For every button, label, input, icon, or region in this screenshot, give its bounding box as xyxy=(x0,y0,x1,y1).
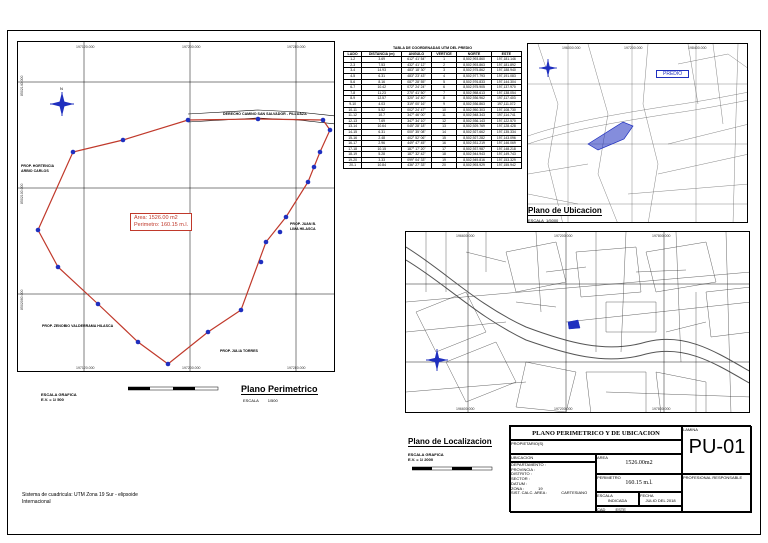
table-cell: 197,138.054 xyxy=(491,90,521,96)
table-cell: 197,146.069 xyxy=(491,141,521,147)
table-cell: 187° 32' 42" xyxy=(402,152,432,158)
table-cell: 14 xyxy=(431,129,457,135)
table-cell: 3 xyxy=(431,68,457,74)
table-cell: 483° 18' 30" xyxy=(402,68,432,74)
table-cell: 7.53 xyxy=(362,62,402,68)
table-cell: 8,502,929.769 xyxy=(457,124,491,130)
coord-header-0: LADO xyxy=(344,51,362,57)
predio-label: PREDIO xyxy=(656,70,689,78)
table-cell: 15-16 xyxy=(344,135,362,141)
title-block-field: PROVINCIA : xyxy=(511,466,536,472)
table-cell: 13 xyxy=(431,124,457,130)
table-cell: 1 xyxy=(431,57,457,63)
owner-label-east: PROP. JUAN B. LIMA HILASCA xyxy=(290,222,317,231)
title-block-area: AREA 1526.00m2 xyxy=(596,454,682,474)
perimetric-scale-note: ESCALA GRAFICA E.V. = 1/ 500 xyxy=(41,392,77,402)
table-cell: 8,502,936.962 xyxy=(457,96,491,102)
table-cell: 436° 27' 33" xyxy=(402,163,432,169)
table-cell: 10.7 xyxy=(362,113,402,119)
perimetric-plan-title: Plano Perimetrico xyxy=(241,384,318,394)
table-cell: 12 xyxy=(431,118,457,124)
title-block-field: DATUM : xyxy=(511,480,528,486)
title-block-field: SECTOR : xyxy=(511,476,530,482)
table-cell: 432° 41' 12" xyxy=(402,62,432,68)
table-cell: 8,502,950.303 xyxy=(457,107,491,113)
coord-header-4: NORTE xyxy=(457,51,491,57)
table-cell: 8,502,948.343 xyxy=(457,113,491,119)
loc-x-tick-3: 198400.000 xyxy=(688,46,707,50)
table-cell: 17 xyxy=(431,146,457,152)
location-plan-svg xyxy=(528,44,748,223)
table-cell: 3-4 xyxy=(344,68,362,74)
table-cell: 6-7 xyxy=(344,85,362,91)
y-tick-1: 8502140.000 xyxy=(20,75,24,96)
localization-scale-bar xyxy=(412,465,502,475)
table-cell: 10.42 xyxy=(362,85,402,91)
table-cell: 10.15 xyxy=(362,146,402,152)
table-cell: 8,502,936.863 xyxy=(457,101,491,107)
title-block-location: UBICACION xyxy=(510,454,596,462)
table-cell: 8,502,936.143 xyxy=(457,118,491,124)
table-cell: 8,502,993.929 xyxy=(457,163,491,169)
x-tick-bottom-2: 197200.000 xyxy=(182,366,201,370)
table-cell: 8,502,993.863 xyxy=(457,62,491,68)
table-cell: 18 xyxy=(431,152,457,158)
north-arrow-icon xyxy=(426,349,448,371)
table-cell: 8,502,931.219 xyxy=(457,141,491,147)
title-block-scale: ESCALA INDICADA xyxy=(596,492,639,506)
title-block-date: FECHA JULIO DEL 2018 xyxy=(639,492,682,506)
table-cell: 8,502,993.860 xyxy=(457,57,491,63)
table-cell: 19 xyxy=(431,157,457,163)
table-cell: 402° 52' 06" xyxy=(402,135,432,141)
grid-system-note: Sistema de cuadricula: UTM Zona 19 Sur - elipsoide Internacional xyxy=(22,492,138,505)
location-scale-caption: ESCALA 1/5000 xyxy=(528,218,559,223)
table-cell: 5.52 xyxy=(362,107,402,113)
x-tick-bottom-1: 197120.000 xyxy=(76,366,95,370)
title-block-field: DEPARTAMENTO : xyxy=(511,462,546,467)
title-block-owner: PROPIETARIO(S) xyxy=(510,440,682,454)
title-block-field: SIST. CALC. AREA : CARTESIANO xyxy=(511,490,588,496)
table-cell: 14.93 xyxy=(362,68,402,74)
table-cell: 319° 00' 16" xyxy=(402,101,432,107)
table-cell: 15 xyxy=(431,135,457,141)
table-cell: 8,502,976.833 xyxy=(457,79,491,85)
table-cell: 045° 28' 18" xyxy=(402,124,432,130)
table-cell: 187° 17' 20" xyxy=(402,146,432,152)
table-cell: 197,137.970 xyxy=(491,85,521,91)
table-cell: 7 xyxy=(431,90,457,96)
x-tick-3: 197280.000 xyxy=(287,45,306,49)
table-cell: 3.69 xyxy=(362,57,402,63)
table-cell: 197,149.743 xyxy=(491,152,521,158)
title-block xyxy=(509,425,751,512)
table-cell: 270° 41' 50" xyxy=(402,90,432,96)
table-cell: 6.31 xyxy=(362,129,402,135)
table-cell: 2 xyxy=(431,62,457,68)
table-cell: 17-18 xyxy=(344,146,362,152)
coordinates-table xyxy=(343,46,522,169)
title-block-main: PLANO PERIMETRICO Y DE UBICACION xyxy=(510,426,682,440)
table-cell: 16-17 xyxy=(344,141,362,147)
table-cell: 197,111.072 xyxy=(491,101,521,107)
table-cell: 5-6 xyxy=(344,79,362,85)
perimetric-plan-frame xyxy=(17,41,335,372)
table-cell: 197,135.334 xyxy=(491,129,521,135)
perimetric-scale-bar xyxy=(128,384,248,396)
table-cell: 347° 46' 00" xyxy=(402,113,432,119)
title-block-cad: CAD ESTE xyxy=(596,506,682,513)
lz-x-tick-3: 197800.000 xyxy=(652,234,671,238)
loc-x-tick-2: 197200.000 xyxy=(624,46,643,50)
table-cell: 16 xyxy=(431,141,457,147)
table-cell: 1-2 xyxy=(344,57,362,63)
table-cell: 12-13 xyxy=(344,118,362,124)
table-cell: 11.23 xyxy=(362,90,402,96)
table-cell: 197,117.403 xyxy=(491,96,521,102)
title-block-sheet: LAMINA PU-01 xyxy=(682,426,752,474)
table-cell: 12.57 xyxy=(362,96,402,102)
table-cell: 000° 35' 08" xyxy=(402,129,432,135)
table-cell: 197,148.218 xyxy=(491,146,521,152)
table-cell: 002° 24' 47" xyxy=(402,107,432,113)
x-tick-2: 197200.000 xyxy=(182,45,201,49)
table-cell: 10.64 xyxy=(362,124,402,130)
owner-label-road: DERECHO CAMINO SAN SALVADOR - PILLUAZA xyxy=(223,112,307,116)
perimetric-plan-svg xyxy=(18,42,335,372)
coordinates-table-title: TABLA DE COORDENADAS UTM DEL PREDIO xyxy=(393,46,472,50)
lz-x-tick-1: 196600.000 xyxy=(456,234,475,238)
table-cell: 20-1 xyxy=(344,163,362,169)
location-plan-frame xyxy=(527,43,748,223)
table-cell: 8,502,944.943 xyxy=(457,152,491,158)
loc-x-tick-1: 196000.000 xyxy=(562,46,581,50)
coord-header-5: ESTE xyxy=(491,51,521,57)
table-cell: 449° 47' 45" xyxy=(402,141,432,147)
localization-scale-note: ESCALA GRAFICA E.V. = 1/ 2000 xyxy=(408,452,444,462)
table-cell: 10.84 xyxy=(362,163,402,169)
table-cell: 11 xyxy=(431,113,457,119)
table-cell: 4-5 xyxy=(344,73,362,79)
table-cell: 197,191.083 xyxy=(491,73,521,79)
table-cell: 9 xyxy=(431,101,457,107)
table-cell: 8,502,975.862 xyxy=(457,68,491,74)
table-cell: 197,122.570 xyxy=(491,118,521,124)
title-block-field: DISTRITO : xyxy=(511,471,532,477)
x-tick-bottom-3: 197280.000 xyxy=(287,366,306,370)
table-cell: 8,502,975.905 xyxy=(457,85,491,91)
table-cell: 7.69 xyxy=(362,118,402,124)
table-cell: 14-15 xyxy=(344,129,362,135)
table-cell: 8,502,949.816 xyxy=(457,157,491,163)
table-cell: 10-11 xyxy=(344,107,362,113)
location-plan-title: Plano de Ubicacion xyxy=(528,206,602,215)
svg-text:N: N xyxy=(60,86,63,91)
perimetric-scale-caption: ESCALA 1/500 xyxy=(243,398,278,403)
table-cell: 099° 04' 33" xyxy=(402,157,432,163)
table-cell: 8-9 xyxy=(344,96,362,102)
owner-label-south: PROP. ZENOBIO VALDERRAMA HILASCA xyxy=(42,324,114,328)
table-cell: 197,155.942 xyxy=(491,163,521,169)
table-cell: 6 xyxy=(431,85,457,91)
table-cell: 197,153.329 xyxy=(491,157,521,163)
table-cell: 6.31 xyxy=(362,73,402,79)
table-cell: 5 xyxy=(431,79,457,85)
table-cell: 13-14 xyxy=(344,124,362,130)
table-cell: 197,144.304 xyxy=(491,79,521,85)
y-tick-2: 8502100.000 xyxy=(20,183,24,204)
table-cell: 197,128.428 xyxy=(491,124,521,130)
table-cell: 197,143.096 xyxy=(491,135,521,141)
table-cell: 4 xyxy=(431,73,457,79)
north-arrow-icon xyxy=(50,86,74,116)
table-cell: 8,502,958.613 xyxy=(457,90,491,96)
table-row xyxy=(344,163,522,169)
table-cell: 8.16 xyxy=(362,79,402,85)
table-cell: 8,502,927.662 xyxy=(457,129,491,135)
lz-x-tick-bottom-2: 197200.000 xyxy=(554,407,573,411)
table-cell: 3.33 xyxy=(362,157,402,163)
table-cell: 9-10 xyxy=(344,101,362,107)
table-cell: 19-20 xyxy=(344,157,362,163)
table-cell: 087° 28' 55" xyxy=(402,79,432,85)
table-cell: 7-8 xyxy=(344,90,362,96)
lz-x-tick-bottom-1: 196600.000 xyxy=(456,407,475,411)
x-tick-1: 197120.000 xyxy=(76,45,95,49)
title-block-field: ZONA : 19 xyxy=(511,485,543,491)
localization-plan-frame xyxy=(405,231,750,413)
table-cell: 2-3 xyxy=(344,62,362,68)
table-cell: 8 xyxy=(431,96,457,102)
table-cell: 197,181.146 xyxy=(491,57,521,63)
table-cell: 612° 41' 54" xyxy=(402,57,432,63)
table-cell: 197,188.940 xyxy=(491,68,521,74)
table-cell: 5.28 xyxy=(362,152,402,158)
title-block-perimeter: PERIMETRO 160.15 m.l. xyxy=(596,474,682,492)
table-cell: 11-12 xyxy=(344,113,362,119)
table-cell: 18-19 xyxy=(344,152,362,158)
area-perimeter-label: Area: 1526.00 m2 Perimetro: 160.15 m.l. xyxy=(130,213,192,231)
table-cell: 10 xyxy=(431,107,457,113)
table-cell: 4.03 xyxy=(362,101,402,107)
owner-label-west: PROP. HORTENCIA ARBIO CARLOS xyxy=(21,164,55,173)
table-cell: 320° 14' 40" xyxy=(402,96,432,102)
coord-header-1: DISTANCIA (m) xyxy=(362,51,402,57)
table-cell: 483° 23' 43" xyxy=(402,73,432,79)
table-cell: 2.48 xyxy=(362,135,402,141)
table-cell: 197,181.892 xyxy=(491,62,521,68)
table-cell: 20 xyxy=(431,163,457,169)
table-cell: 8,502,927.282 xyxy=(457,135,491,141)
owner-label-south-east: PROP. JULIA TORRES xyxy=(220,349,258,353)
title-block-responsible: PROFESIONAL RESPONSABLE xyxy=(682,474,752,513)
y-tick-3: 8502060.000 xyxy=(20,289,24,310)
title-block-fields xyxy=(510,462,596,513)
localization-plan-svg xyxy=(406,232,750,413)
localization-plan-title: Plano de Localizacion xyxy=(408,437,492,446)
table-cell: 072° 24' 24" xyxy=(402,85,432,91)
table-cell: 8,502,977.793 xyxy=(457,73,491,79)
table-cell: 347° 34' 10" xyxy=(402,118,432,124)
lz-x-tick-bottom-3: 197800.000 xyxy=(652,407,671,411)
table-cell: 197,108.730 xyxy=(491,107,521,113)
lz-x-tick-2: 197200.000 xyxy=(554,234,573,238)
table-cell: 2.96 xyxy=(362,141,402,147)
table-cell: 197,114.741 xyxy=(491,113,521,119)
coord-header-2: ANGULO xyxy=(402,51,432,57)
coord-header-3: VERTICE xyxy=(431,51,457,57)
table-cell: 8,502,937.987 xyxy=(457,146,491,152)
north-arrow-icon xyxy=(539,59,557,77)
